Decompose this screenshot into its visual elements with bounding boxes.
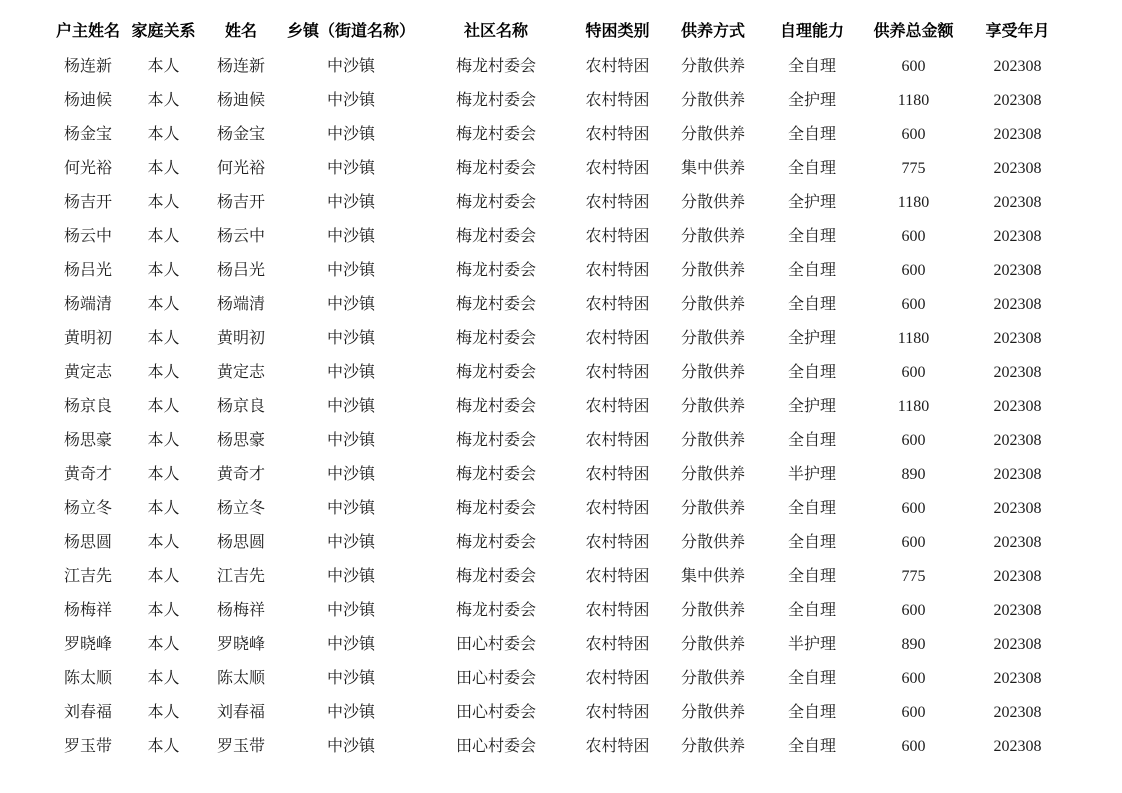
table-cell: 分散供养 bbox=[680, 670, 745, 687]
table-cell: 本人 bbox=[147, 738, 180, 755]
table-cell: 中沙镇 bbox=[326, 92, 375, 109]
table-cell: 农村特困 bbox=[585, 500, 650, 517]
table-cell: 梅龙村委会 bbox=[455, 398, 536, 415]
table-cell: 集中供养 bbox=[680, 160, 745, 177]
table-cell: 中沙镇 bbox=[326, 602, 375, 619]
table-cell: 202308 bbox=[993, 364, 1042, 381]
table-row bbox=[50, 594, 1070, 628]
header-family-relationship: 家庭关系 bbox=[131, 23, 196, 40]
table-cell: 梅龙村委会 bbox=[455, 228, 536, 245]
table-cell: 中沙镇 bbox=[326, 262, 375, 279]
table-cell: 全自理 bbox=[787, 738, 836, 755]
header-benefit-year-month: 享受年月 bbox=[985, 23, 1050, 40]
table-cell: 1180 bbox=[897, 194, 930, 211]
table-cell: 黄明初 bbox=[216, 330, 265, 347]
table-cell: 全护理 bbox=[787, 194, 836, 211]
table-cell: 全自理 bbox=[787, 534, 836, 551]
table-cell: 何光裕 bbox=[63, 160, 112, 177]
table-cell: 刘春福 bbox=[216, 704, 265, 721]
table-cell: 全自理 bbox=[787, 296, 836, 313]
table-cell: 杨端清 bbox=[63, 296, 112, 313]
table-cell: 600 bbox=[901, 602, 926, 619]
table-cell: 梅龙村委会 bbox=[455, 160, 536, 177]
table-cell: 本人 bbox=[147, 92, 180, 109]
header-name: 姓名 bbox=[224, 23, 257, 40]
table-cell: 202308 bbox=[993, 738, 1042, 755]
table-cell: 黄奇才 bbox=[216, 466, 265, 483]
table-cell: 全自理 bbox=[787, 262, 836, 279]
header-poverty-category: 特困类别 bbox=[585, 23, 650, 40]
table-cell: 杨立冬 bbox=[216, 500, 265, 517]
table-cell: 农村特困 bbox=[585, 568, 650, 585]
table-row bbox=[50, 628, 1070, 662]
table-row bbox=[50, 492, 1070, 526]
header-support-method: 供养方式 bbox=[680, 23, 745, 40]
table-cell: 陈太顺 bbox=[63, 670, 112, 687]
table-cell: 本人 bbox=[147, 500, 180, 517]
table-cell: 1180 bbox=[897, 92, 930, 109]
table-cell: 分散供养 bbox=[680, 500, 745, 517]
header-community-name: 社区名称 bbox=[463, 23, 528, 40]
table-cell: 本人 bbox=[147, 534, 180, 551]
table-cell: 202308 bbox=[993, 432, 1042, 449]
header-household-head-name: 户主姓名 bbox=[55, 23, 120, 40]
table-cell: 600 bbox=[901, 262, 926, 279]
header-township-street: 乡镇（街道名称） bbox=[286, 23, 415, 40]
table-cell: 农村特困 bbox=[585, 704, 650, 721]
table-cell: 全护理 bbox=[787, 398, 836, 415]
table-cell: 中沙镇 bbox=[326, 568, 375, 585]
table-cell: 农村特困 bbox=[585, 330, 650, 347]
table-cell: 分散供养 bbox=[680, 602, 745, 619]
table-cell: 本人 bbox=[147, 568, 180, 585]
table-cell: 杨京良 bbox=[216, 398, 265, 415]
table-cell: 农村特困 bbox=[585, 602, 650, 619]
table-cell: 中沙镇 bbox=[326, 500, 375, 517]
table-cell: 中沙镇 bbox=[326, 738, 375, 755]
table-cell: 梅龙村委会 bbox=[455, 500, 536, 517]
table-row bbox=[50, 288, 1070, 322]
table-cell: 农村特困 bbox=[585, 534, 650, 551]
table-cell: 1180 bbox=[897, 398, 930, 415]
table-cell: 农村特困 bbox=[585, 228, 650, 245]
table-cell: 600 bbox=[901, 126, 926, 143]
table-cell: 分散供养 bbox=[680, 738, 745, 755]
table-cell: 202308 bbox=[993, 602, 1042, 619]
table-cell: 梅龙村委会 bbox=[455, 92, 536, 109]
table-cell: 杨迪候 bbox=[63, 92, 112, 109]
table-cell: 梅龙村委会 bbox=[455, 568, 536, 585]
table-cell: 1180 bbox=[897, 330, 930, 347]
table-row bbox=[50, 696, 1070, 730]
table-cell: 陈太顺 bbox=[216, 670, 265, 687]
table-cell: 本人 bbox=[147, 364, 180, 381]
table-row bbox=[50, 356, 1070, 390]
table-row bbox=[50, 118, 1070, 152]
table-cell: 本人 bbox=[147, 194, 180, 211]
table-cell: 梅龙村委会 bbox=[455, 58, 536, 75]
table-cell: 600 bbox=[901, 500, 926, 517]
table-cell: 杨云中 bbox=[63, 228, 112, 245]
table-cell: 杨思圆 bbox=[63, 534, 112, 551]
table-cell: 全自理 bbox=[787, 500, 836, 517]
table-cell: 农村特困 bbox=[585, 126, 650, 143]
table-cell: 202308 bbox=[993, 466, 1042, 483]
table-cell: 全自理 bbox=[787, 432, 836, 449]
table-cell: 田心村委会 bbox=[455, 704, 536, 721]
table-cell: 中沙镇 bbox=[326, 330, 375, 347]
table-cell: 全自理 bbox=[787, 670, 836, 687]
table-cell: 中沙镇 bbox=[326, 296, 375, 313]
table-cell: 梅龙村委会 bbox=[455, 432, 536, 449]
table-cell: 600 bbox=[901, 534, 926, 551]
table-header-row bbox=[50, 14, 1070, 50]
table-cell: 202308 bbox=[993, 500, 1042, 517]
table-cell: 202308 bbox=[993, 228, 1042, 245]
table-cell: 600 bbox=[901, 58, 926, 75]
table-cell: 梅龙村委会 bbox=[455, 296, 536, 313]
table-cell: 全护理 bbox=[787, 92, 836, 109]
table-cell: 全自理 bbox=[787, 160, 836, 177]
table-row bbox=[50, 220, 1070, 254]
table-cell: 农村特困 bbox=[585, 160, 650, 177]
table-cell: 罗玉带 bbox=[63, 738, 112, 755]
table-cell: 202308 bbox=[993, 160, 1042, 177]
table-cell: 本人 bbox=[147, 704, 180, 721]
table-cell: 全自理 bbox=[787, 58, 836, 75]
table-cell: 本人 bbox=[147, 670, 180, 687]
table-cell: 杨吉开 bbox=[63, 194, 112, 211]
table-cell: 分散供养 bbox=[680, 126, 745, 143]
table-cell: 农村特困 bbox=[585, 194, 650, 211]
table-cell: 分散供养 bbox=[680, 262, 745, 279]
table-cell: 农村特困 bbox=[585, 92, 650, 109]
table-row bbox=[50, 50, 1070, 84]
table-cell: 中沙镇 bbox=[326, 194, 375, 211]
table-cell: 杨京良 bbox=[63, 398, 112, 415]
table-cell: 600 bbox=[901, 432, 926, 449]
table-cell: 本人 bbox=[147, 466, 180, 483]
table-cell: 农村特困 bbox=[585, 636, 650, 653]
table-cell: 杨梅祥 bbox=[216, 602, 265, 619]
table-cell: 农村特困 bbox=[585, 432, 650, 449]
table-cell: 890 bbox=[901, 636, 926, 653]
table-cell: 梅龙村委会 bbox=[455, 194, 536, 211]
table-cell: 分散供养 bbox=[680, 364, 745, 381]
table-cell: 黄奇才 bbox=[63, 466, 112, 483]
table-cell: 中沙镇 bbox=[326, 670, 375, 687]
table-cell: 杨吉开 bbox=[216, 194, 265, 211]
header-self-care-ability: 自理能力 bbox=[779, 23, 844, 40]
table-cell: 全自理 bbox=[787, 228, 836, 245]
table-cell: 中沙镇 bbox=[326, 58, 375, 75]
table-row bbox=[50, 152, 1070, 186]
table-cell: 本人 bbox=[147, 636, 180, 653]
table-cell: 半护理 bbox=[787, 466, 836, 483]
table-cell: 中沙镇 bbox=[326, 364, 375, 381]
table-cell: 分散供养 bbox=[680, 704, 745, 721]
table-cell: 全护理 bbox=[787, 330, 836, 347]
table-cell: 梅龙村委会 bbox=[455, 262, 536, 279]
table-cell: 农村特困 bbox=[585, 738, 650, 755]
table-cell: 全自理 bbox=[787, 126, 836, 143]
table-cell: 600 bbox=[901, 296, 926, 313]
table-cell: 全自理 bbox=[787, 602, 836, 619]
table-cell: 202308 bbox=[993, 704, 1042, 721]
table-cell: 202308 bbox=[993, 92, 1042, 109]
table-cell: 本人 bbox=[147, 296, 180, 313]
table-cell: 杨思豪 bbox=[216, 432, 265, 449]
table-cell: 半护理 bbox=[787, 636, 836, 653]
table-cell: 分散供养 bbox=[680, 330, 745, 347]
table-cell: 202308 bbox=[993, 126, 1042, 143]
table-cell: 中沙镇 bbox=[326, 160, 375, 177]
table-cell: 中沙镇 bbox=[326, 228, 375, 245]
table-cell: 农村特困 bbox=[585, 466, 650, 483]
table-cell: 全自理 bbox=[787, 364, 836, 381]
welfare-support-table bbox=[50, 14, 1070, 764]
table-row bbox=[50, 254, 1070, 288]
table-cell: 分散供养 bbox=[680, 58, 745, 75]
table-cell: 黄明初 bbox=[63, 330, 112, 347]
table-row bbox=[50, 186, 1070, 220]
table-row bbox=[50, 730, 1070, 764]
table-cell: 集中供养 bbox=[680, 568, 745, 585]
table-cell: 分散供养 bbox=[680, 398, 745, 415]
table-cell: 罗玉带 bbox=[216, 738, 265, 755]
table-cell: 202308 bbox=[993, 330, 1042, 347]
table-body bbox=[50, 50, 1070, 764]
table-cell: 杨连新 bbox=[63, 58, 112, 75]
table-cell: 农村特困 bbox=[585, 58, 650, 75]
table-cell: 分散供养 bbox=[680, 228, 745, 245]
table-cell: 775 bbox=[901, 160, 926, 177]
table-cell: 农村特困 bbox=[585, 670, 650, 687]
table-cell: 黄定志 bbox=[63, 364, 112, 381]
table-cell: 202308 bbox=[993, 534, 1042, 551]
table-cell: 分散供养 bbox=[680, 432, 745, 449]
table-cell: 中沙镇 bbox=[326, 704, 375, 721]
table-row bbox=[50, 458, 1070, 492]
table-cell: 本人 bbox=[147, 602, 180, 619]
table-cell: 田心村委会 bbox=[455, 670, 536, 687]
table-row bbox=[50, 390, 1070, 424]
table-cell: 202308 bbox=[993, 670, 1042, 687]
table-cell: 刘春福 bbox=[63, 704, 112, 721]
table-cell: 中沙镇 bbox=[326, 398, 375, 415]
table-cell: 本人 bbox=[147, 432, 180, 449]
table-cell: 中沙镇 bbox=[326, 432, 375, 449]
table-cell: 杨思豪 bbox=[63, 432, 112, 449]
document-sheet bbox=[50, 14, 1070, 764]
table-cell: 农村特困 bbox=[585, 398, 650, 415]
table-cell: 775 bbox=[901, 568, 926, 585]
table-cell: 本人 bbox=[147, 330, 180, 347]
table-row bbox=[50, 424, 1070, 458]
table-cell: 分散供养 bbox=[680, 636, 745, 653]
table-cell: 农村特困 bbox=[585, 262, 650, 279]
table-cell: 分散供养 bbox=[680, 466, 745, 483]
table-cell: 600 bbox=[901, 670, 926, 687]
table-cell: 202308 bbox=[993, 296, 1042, 313]
table-cell: 杨梅祥 bbox=[63, 602, 112, 619]
table-cell: 田心村委会 bbox=[455, 738, 536, 755]
table-cell: 农村特困 bbox=[585, 364, 650, 381]
table-row bbox=[50, 662, 1070, 696]
table-cell: 梅龙村委会 bbox=[455, 126, 536, 143]
table-cell: 分散供养 bbox=[680, 296, 745, 313]
table-cell: 全自理 bbox=[787, 704, 836, 721]
table-cell: 江吉先 bbox=[63, 568, 112, 585]
table-cell: 杨金宝 bbox=[216, 126, 265, 143]
table-cell: 江吉先 bbox=[216, 568, 265, 585]
table-cell: 罗晓峰 bbox=[216, 636, 265, 653]
table-cell: 本人 bbox=[147, 398, 180, 415]
table-cell: 分散供养 bbox=[680, 534, 745, 551]
table-cell: 杨吕光 bbox=[216, 262, 265, 279]
table-cell: 202308 bbox=[993, 636, 1042, 653]
table-cell: 田心村委会 bbox=[455, 636, 536, 653]
table-cell: 杨吕光 bbox=[63, 262, 112, 279]
table-cell: 本人 bbox=[147, 262, 180, 279]
table-cell: 中沙镇 bbox=[326, 534, 375, 551]
table-row bbox=[50, 322, 1070, 356]
table-cell: 202308 bbox=[993, 58, 1042, 75]
table-cell: 杨端清 bbox=[216, 296, 265, 313]
table-cell: 杨立冬 bbox=[63, 500, 112, 517]
table-cell: 中沙镇 bbox=[326, 466, 375, 483]
table-cell: 杨云中 bbox=[216, 228, 265, 245]
table-cell: 罗晓峰 bbox=[63, 636, 112, 653]
table-cell: 202308 bbox=[993, 398, 1042, 415]
table-cell: 本人 bbox=[147, 126, 180, 143]
table-cell: 梅龙村委会 bbox=[455, 602, 536, 619]
table-cell: 杨金宝 bbox=[63, 126, 112, 143]
table-cell: 本人 bbox=[147, 58, 180, 75]
table-cell: 202308 bbox=[993, 568, 1042, 585]
table-cell: 分散供养 bbox=[680, 194, 745, 211]
table-cell: 梅龙村委会 bbox=[455, 330, 536, 347]
table-cell: 杨思圆 bbox=[216, 534, 265, 551]
table-cell: 中沙镇 bbox=[326, 636, 375, 653]
table-row bbox=[50, 526, 1070, 560]
table-cell: 黄定志 bbox=[216, 364, 265, 381]
table-cell: 分散供养 bbox=[680, 92, 745, 109]
table-cell: 本人 bbox=[147, 160, 180, 177]
table-cell: 全自理 bbox=[787, 568, 836, 585]
table-cell: 梅龙村委会 bbox=[455, 466, 536, 483]
table-cell: 中沙镇 bbox=[326, 126, 375, 143]
table-cell: 600 bbox=[901, 364, 926, 381]
table-cell: 何光裕 bbox=[216, 160, 265, 177]
table-cell: 600 bbox=[901, 228, 926, 245]
table-cell: 梅龙村委会 bbox=[455, 534, 536, 551]
table-cell: 杨连新 bbox=[216, 58, 265, 75]
table-cell: 202308 bbox=[993, 194, 1042, 211]
table-row bbox=[50, 84, 1070, 118]
table-row bbox=[50, 560, 1070, 594]
table-cell: 890 bbox=[901, 466, 926, 483]
table-cell: 600 bbox=[901, 704, 926, 721]
table-cell: 600 bbox=[901, 738, 926, 755]
table-cell: 梅龙村委会 bbox=[455, 364, 536, 381]
table-cell: 农村特困 bbox=[585, 296, 650, 313]
table-cell: 202308 bbox=[993, 262, 1042, 279]
header-total-support-amount: 供养总金额 bbox=[873, 23, 954, 40]
table-cell: 本人 bbox=[147, 228, 180, 245]
table-cell: 杨迪候 bbox=[216, 92, 265, 109]
